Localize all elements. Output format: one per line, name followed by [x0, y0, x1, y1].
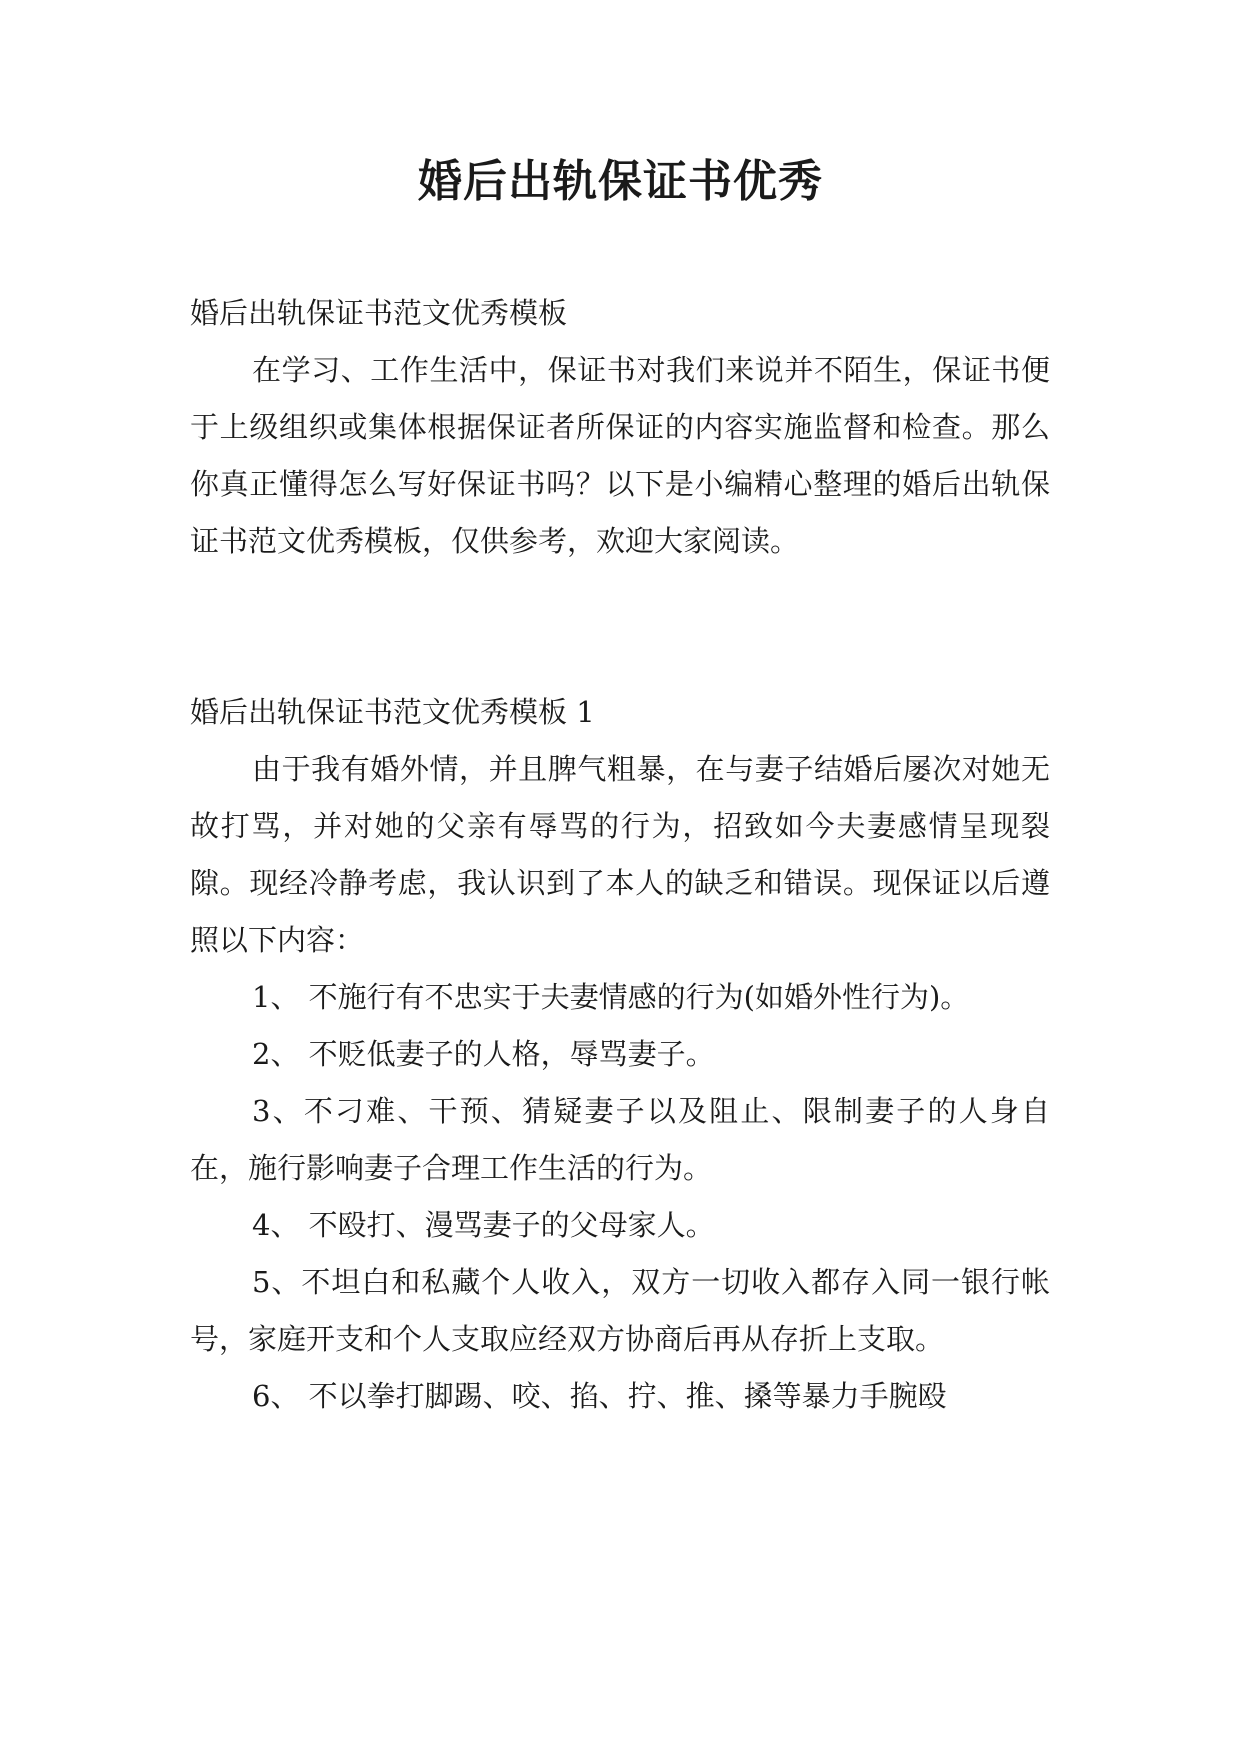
list-item: 2、 不贬低妻子的人格，辱骂妻子。 [252, 1037, 715, 1071]
section-heading: 婚后出轨保证书范文优秀模板 1 [190, 695, 595, 729]
list-item: 4、 不殴打、漫骂妻子的父母家人。 [252, 1208, 715, 1242]
list-item: 1、 不施行有不忠实于夫妻情感的行为(如婚外性行为)。 [252, 980, 970, 1014]
document-body [190, 285, 1050, 1425]
list-item: 6、 不以拳打脚踢、咬、掐、拧、推、搡等暴力手腕殴 [252, 1379, 947, 1413]
section-paragraph: 由于我有婚外情，并且脾气粗暴，在与妻子结婚后屡次对她无故打骂，并对她的父亲有辱骂的行为，招致如今夫妻感情呈现裂隙。现经冷静考虑，我认识到了本人的缺乏和错误。现保证以后遵照以下内容： [190, 752, 1050, 957]
intro-paragraph: 在学习、工作生活中，保证书对我们来说并不陌生，保证书便于上级组织或集体根据保证者所保证的内容实施监督和检查。那么你真正懂得怎么写好保证书吗？以下是小编精心整理的婚后出轨保证书范文优秀模板，仅供参考，欢迎大家阅读。 [190, 353, 1050, 558]
intro-heading: 婚后出轨保证书范文优秀模板 [190, 296, 568, 330]
list-item: 3、不刁难、干预、猜疑妻子以及阻止、限制妻子的人身自在，施行影响妻子合理工作生活的行为。 [190, 1094, 1050, 1185]
section-spacer [190, 570, 1050, 684]
list-item: 5、不坦白和私藏个人收入，双方一切收入都存入同一银行帐号，家庭开支和个人支取应经双方协商后再从存折上支取。 [190, 1265, 1050, 1356]
document-title: 婚后出轨保证书优秀 [418, 156, 823, 207]
